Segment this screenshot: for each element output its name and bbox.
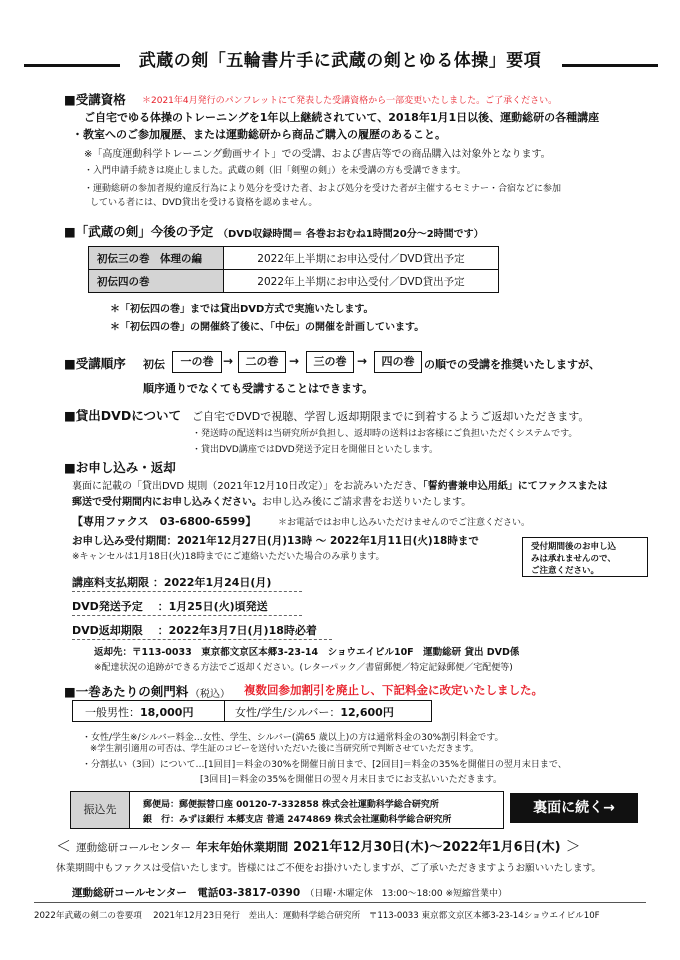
order-arrow: → bbox=[289, 354, 300, 368]
holiday-center: 運動総研コールセンター 電話03-3817-0390 bbox=[72, 887, 301, 899]
apply-heading: ■お申し込み・返却 bbox=[64, 460, 176, 475]
apply-ship-rule bbox=[72, 615, 302, 616]
rental-note2: ・貸出DVD講座ではDVD発送予定日を開催日といたします。 bbox=[192, 445, 438, 455]
schedule-label: 初伝四の巻 bbox=[89, 270, 224, 293]
apply-ship: DVD発送予定 ：1月25日(火)頃発送 bbox=[72, 600, 268, 613]
fee-notice: 複数回参加割引を廃止し、下記料金に改定いたしました。 bbox=[244, 683, 543, 697]
holiday-hours: （日曜･木曜定休 13:00～18:00 ※短縮営業中） bbox=[305, 889, 508, 899]
order-heading: ■受講順序 bbox=[64, 356, 126, 371]
apply-side3: ご注意ください。 bbox=[531, 566, 600, 576]
holiday-prefix: 運動総研コールセンター bbox=[76, 842, 191, 854]
next-page-button[interactable]: 裏面に続く→ bbox=[510, 793, 638, 823]
fee-general-box bbox=[72, 700, 226, 722]
fee-general: 一般男性： bbox=[85, 706, 140, 719]
apply-text1a: 裏面に記載の「貸出DVD 規則（2021年12月10日改定）」をお読みいただき、 bbox=[72, 481, 423, 492]
holiday-note: 休業期間中もファクスは受信いたします。皆様にはご不便をお掛けいたしますが、ご了承いただきますようお願いいたします。 bbox=[56, 863, 602, 874]
schedule-note2: ＊「初伝四の巻」の開催終了後に、「中伝」の開催を計画しています。 bbox=[110, 322, 425, 333]
eligibility-note3a: ・運動総研の参加者規約違反行為により処分を受けた者、および処分を受けた者が主催するセミナー・合宿などに参加 bbox=[84, 184, 562, 194]
footer-text: 2022年武蔵の剣二の巻要項 2021年12月23日発行 差出人：運動科学総合研究所 〒113-0033 東京都文京区本郷3-23-14ショウエイビル10F bbox=[34, 911, 600, 921]
order-prefix: 初伝 bbox=[143, 358, 165, 371]
fee-discount: 女性/学生/シルバー： bbox=[235, 706, 341, 719]
fee-discount-box bbox=[224, 700, 432, 722]
apply-side1: 受付期間後のお申し込 bbox=[531, 542, 617, 552]
apply-text1 bbox=[72, 477, 607, 492]
fee-general-label bbox=[85, 704, 193, 720]
fee-note1: ・女性/学生※/シルバー料金…女性、学生、シルバー(満65 歳以上)の方は通常料金の30%割引料金です。 bbox=[82, 733, 504, 743]
fee-general-price: 18,000円 bbox=[140, 706, 194, 719]
order-vol1-box: 一の巻 bbox=[172, 351, 222, 373]
order-line2: 順序通りでなくても受講することはできます。 bbox=[143, 382, 374, 395]
table-row bbox=[89, 247, 499, 270]
fee-heading: ■一巻あたりの剣門料 bbox=[64, 684, 189, 699]
apply-cancel: ※キャンセルは1月18日(火)18時までにご連絡いただいた場合のみ承ります。 bbox=[72, 552, 385, 562]
schedule-value: 2022年上半期にお申込受付／DVD貸出予定 bbox=[224, 247, 499, 270]
footer-rule bbox=[34, 902, 646, 903]
order-arrow: → bbox=[357, 354, 368, 368]
transfer-line1: 郵便局：郵便振替口座 00120-7-332858 株式会社運動科学総合研究所 bbox=[143, 800, 439, 810]
holiday-row bbox=[56, 835, 581, 856]
fee-discount-price: 12,600円 bbox=[340, 706, 394, 719]
order-vol4-box: 四の巻 bbox=[374, 351, 422, 373]
transfer-label: 振込先 bbox=[71, 792, 130, 828]
eligibility-heading: ■受講資格 bbox=[64, 92, 126, 107]
apply-period: お申し込み受付期間：2021年12月27日(月)13時 ～ 2022年1月11日(火)18時まで bbox=[72, 535, 479, 547]
holiday-title: 年末年始休業期間 bbox=[196, 840, 289, 854]
schedule-heading: ■「武蔵の剣」今後の予定 bbox=[64, 224, 214, 239]
apply-fax: 【専用ファクス 03-6800-6599】 bbox=[72, 515, 257, 528]
eligibility-line1: ご自宅でゆる体操のトレーニングを1年以上継続されていて、2018年1月1日以後、運動総研の各種講座 bbox=[84, 111, 600, 124]
apply-return: DVD返却期限 ：2022年3月7日(月)18時必着 bbox=[72, 624, 317, 637]
apply-text1b: 「誓約書兼申込用紙」にてファクスまたは bbox=[422, 481, 608, 492]
apply-text2b: お申し込み後にご請求書をお送りいたします。 bbox=[262, 497, 472, 508]
eligibility-notice: ＊2021年4月発行のパンフレットにて発表した受講資格から一部変更いたしました。ご了承ください。 bbox=[142, 96, 558, 106]
holiday-open: ＜ bbox=[56, 837, 72, 855]
fee-note2b: [3回目]＝料金の35%を開催日の翌々月末日までにお支払いいただきます。 bbox=[200, 775, 503, 785]
schedule-note1: ＊「初伝四の巻」までは貸出DVD方式で実施いたします。 bbox=[110, 304, 374, 315]
order-vol2-box: 二の巻 bbox=[238, 351, 286, 373]
schedule-table bbox=[88, 246, 499, 293]
order-vol3-box: 三の巻 bbox=[306, 351, 354, 373]
apply-side-box bbox=[522, 537, 648, 577]
schedule-label: 初伝三の巻 体理の編 bbox=[89, 247, 224, 270]
fee-tax: （税込） bbox=[190, 689, 230, 700]
apply-text2a: 郵送で受付期間内にお申し込みください。 bbox=[72, 497, 262, 508]
holiday-period: 2021年12月30日(木)～2022年1月6日(木) bbox=[293, 840, 561, 855]
eligibility-line2: ・教室へのご参加履歴、または運動総研から商品ご購入の履歴のあること。 bbox=[72, 128, 446, 141]
page-title: 武蔵の剣「五輪書片手に武蔵の剣とゆる体操」要項 bbox=[138, 51, 542, 71]
holiday-center-row bbox=[72, 881, 507, 900]
rental-text: ご自宅でDVDで視聴、学習し返却期限までに到着するようご返却いただきます。 bbox=[192, 410, 590, 423]
eligibility-note1: ※「高度運動科学トレーニング動画サイト」での受講、および書店等での商品購入は対象外となります。 bbox=[84, 149, 551, 160]
apply-pay-rule bbox=[72, 591, 302, 592]
rental-note1: ・発送時の配送料は当研究所が負担し、返却時の送料はお客様にご負担いただくシステムです。 bbox=[192, 429, 578, 439]
transfer-box bbox=[70, 791, 504, 829]
apply-address-note: ※配達状況の追跡ができる方法でご返却ください。(レターパック／書留郵便／特定記録郵便／宅配便等) bbox=[94, 663, 513, 673]
fee-note1b: ※学生割引適用の可否は、学生証のコピーを送付いただいた後に当研究所で判断させていただきます。 bbox=[90, 744, 479, 754]
eligibility-note3b: している者には、DVD貸出を受ける資格を認めません。 bbox=[90, 198, 318, 208]
apply-fax-note: ＊お電話ではお申し込みいただけませんのでご注意ください。 bbox=[278, 518, 531, 528]
fee-note2a: ・分割払い（3回）について…[1回目]＝料金の30%を開催日前日まで、[2回目]＝料金の35%を開催日の翌月末日まで、 bbox=[82, 760, 567, 770]
eligibility-note2: ・入門申請手続きは廃止しました。武蔵の剣（旧「剣聖の剣」）を未受講の方も受講できます。 bbox=[84, 166, 466, 176]
fee-discount-label bbox=[235, 704, 394, 720]
schedule-value: 2022年上半期にお申込受付／DVD貸出予定 bbox=[224, 270, 499, 293]
apply-pay: 講座料支払期限 ：2022年1月24日(月) bbox=[72, 576, 272, 589]
apply-address: 返却先：〒113-0033 東京都文京区本郷3-23-14 ショウエイビル10F 運動総研 貸出 DVD係 bbox=[94, 647, 520, 658]
rental-heading: ■貸出DVDについて bbox=[64, 408, 181, 423]
apply-text2 bbox=[72, 493, 471, 508]
order-arrow: → bbox=[223, 354, 234, 368]
order-suffix: の順での受講を推奨いたしますが、 bbox=[424, 358, 600, 371]
transfer-line2: 銀 行：みずほ銀行 本郷支店 普通 2474869 株式会社運動科学総合研究所 bbox=[143, 815, 452, 825]
apply-return-rule bbox=[72, 639, 332, 640]
schedule-sub: （DVD収録時間＝ 各巻おおむね1時間20分～2時間です） bbox=[218, 229, 484, 240]
table-row bbox=[89, 270, 499, 293]
holiday-close: ＞ bbox=[565, 837, 581, 855]
apply-side2: みは承れませんので、 bbox=[531, 554, 616, 564]
